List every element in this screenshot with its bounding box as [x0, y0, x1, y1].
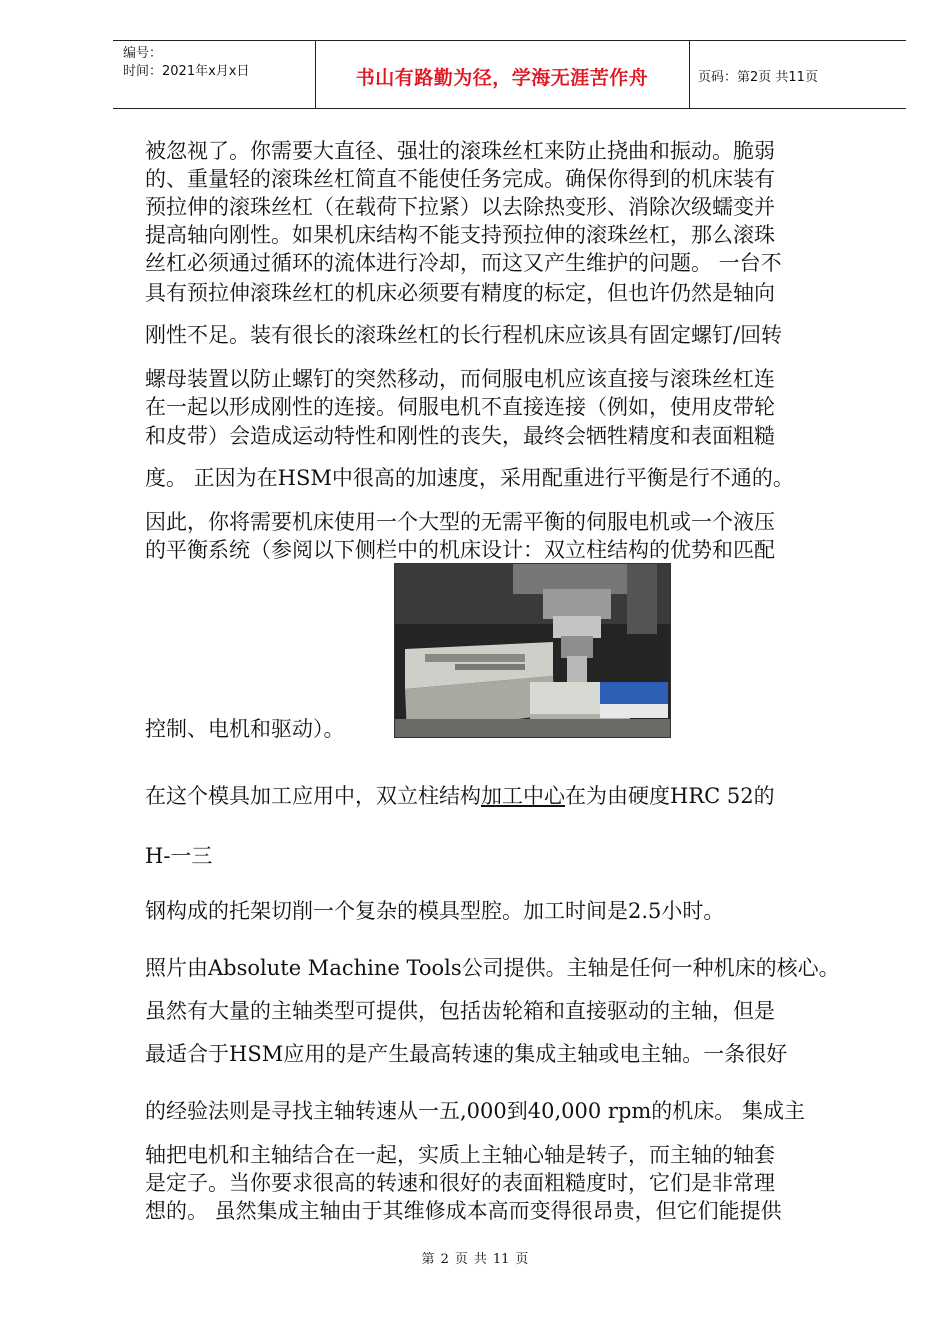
- body-line: 在一起以形成刚性的连接。伺服电机不直接连接（例如，使用皮带轮: [145, 395, 775, 419]
- body-line: 度。 正因为在HSM中很高的加速度，采用配重进行平衡是行不通的。: [145, 466, 794, 490]
- body-line: 被忽视了。你需要大直径、强壮的滚珠丝杠来防止挠曲和振动。脆弱: [145, 139, 775, 163]
- time-label: 时间：2021年x月x日: [123, 64, 250, 79]
- body-line: 具有预拉伸滚珠丝杠的机床必须要有精度的标定，但也许仍然是轴向: [145, 281, 775, 305]
- page-header: [113, 40, 906, 109]
- code-label: 编号：: [123, 46, 163, 61]
- machining-photo: [394, 563, 671, 738]
- body-line: 的经验法则是寻找主轴转速从一五,000到40,000 rpm的机床。 集成主: [145, 1099, 805, 1123]
- body-line: 的、重量轻的滚珠丝杠简直不能使任务完成。确保你得到的机床装有: [145, 167, 775, 191]
- footer-gong: 共: [473, 1252, 487, 1267]
- body-line: 照片由Absolute Machine Tools公司提供。主轴是任何一种机床的核心。: [145, 956, 840, 980]
- header-meta: [123, 45, 249, 81]
- body-line: 控制、电机和驱动）。: [145, 717, 345, 741]
- page-footer: [0, 1248, 950, 1267]
- body-line: 提高轴向刚性。如果机床结构不能支持预拉伸的滚珠丝杠，那么滚珠: [145, 223, 775, 247]
- caption-line: [145, 783, 775, 809]
- machining-center-link[interactable]: 加工中心: [481, 784, 565, 808]
- body-line: 想的。 虽然集成主轴由于其维修成本高而变得很昂贵，但它们能提供: [145, 1199, 782, 1223]
- caption-text: 在这个模具加工应用中，双立柱结构: [145, 784, 481, 808]
- footer-ye: 页: [454, 1252, 468, 1267]
- body-line: 螺母装置以防止螺钉的突然移动，而伺服电机应该直接与滚珠丝杠连: [145, 367, 775, 391]
- caption-text: 在为由硬度HRC 52的: [565, 784, 775, 808]
- header-page-label: 页码：第2页 共11页: [698, 70, 818, 85]
- body-line: 预拉伸的滚珠丝杠（在载荷下拉紧）以去除热变形、消除次级蠕变并: [145, 195, 775, 219]
- body-line: 轴把电机和主轴结合在一起，实质上主轴心轴是转子，而主轴的轴套: [145, 1143, 775, 1167]
- footer-ye2: 页: [515, 1252, 529, 1267]
- header-divider: [689, 41, 690, 108]
- body-line: 因此，你将需要机床使用一个大型的无需平衡的伺服电机或一个液压: [145, 510, 775, 534]
- footer-di: 第: [421, 1252, 435, 1267]
- header-motto: 书山有路勤为径，学海无涯苦作舟: [355, 67, 649, 89]
- body-line: 和皮带）会造成运动特性和刚性的丧失，最终会牺牲精度和表面粗糙: [145, 424, 775, 448]
- body-line: 丝杠必须通过循环的流体进行冷却，而这又产生维护的问题。 一台不: [145, 251, 782, 275]
- body-line: 是定子。当你要求很高的转速和很好的表面粗糙度时，它们是非常理: [145, 1171, 775, 1195]
- body-line: 最适合于HSM应用的是产生最高转速的集成主轴或电主轴。一条很好: [145, 1042, 788, 1066]
- body-line: 的平衡系统（参阅以下侧栏中的机床设计：双立柱结构的优势和匹配: [145, 538, 775, 562]
- footer-page-number: 2: [440, 1252, 449, 1267]
- footer-total-pages: 11: [492, 1252, 510, 1267]
- body-line: 虽然有大量的主轴类型可提供，包括齿轮箱和直接驱动的主轴，但是: [145, 999, 775, 1023]
- body-line: 刚性不足。装有很长的滚珠丝杠的长行程机床应该具有固定螺钉/回转: [145, 323, 783, 347]
- body-line: 钢构成的托架切削一个复杂的模具型腔。加工时间是2.5小时。: [145, 899, 725, 923]
- body-line: H-一三: [145, 844, 213, 868]
